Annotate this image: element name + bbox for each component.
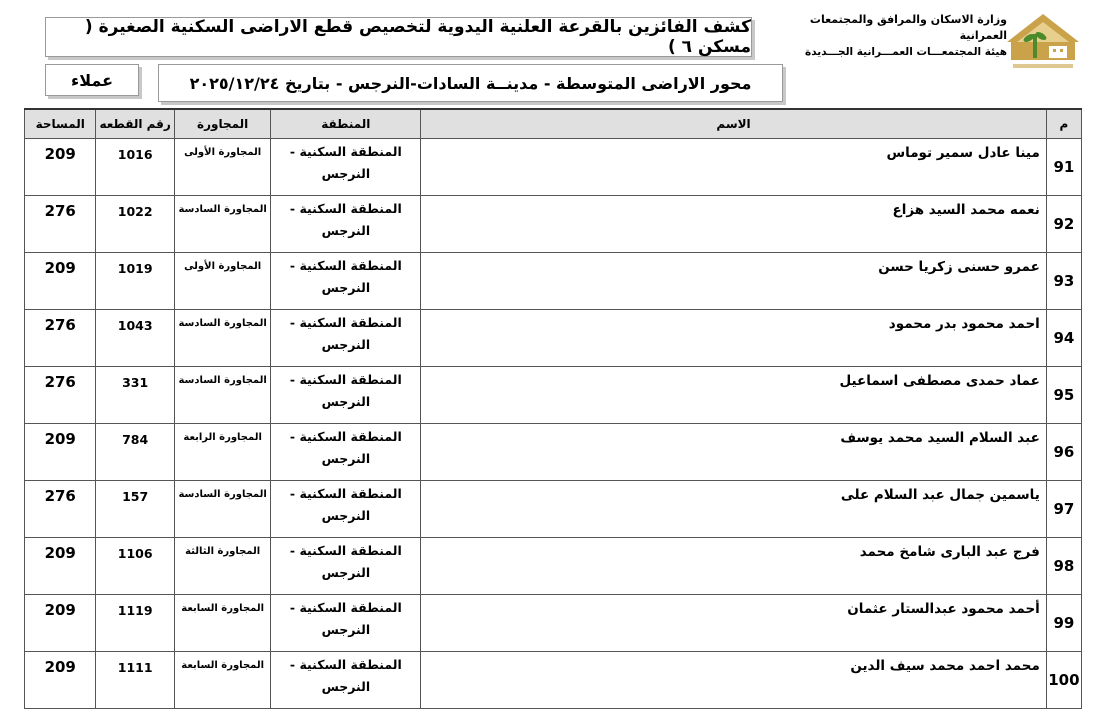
- ncua-logo-icon: [1003, 12, 1083, 76]
- row-neighborhood: المجاورة السادسة: [174, 481, 271, 538]
- row-neighborhood: المجاورة الأولى: [174, 139, 271, 196]
- row-plot: 1119: [96, 595, 174, 652]
- table-row: [25, 310, 1082, 367]
- row-area: 209: [25, 595, 96, 652]
- row-plot: 1043: [96, 310, 174, 367]
- row-name: عمرو حسنى زكريا حسن: [421, 253, 1047, 310]
- row-area: 209: [25, 538, 96, 595]
- row-area: 209: [25, 139, 96, 196]
- header-region: المنطقة: [271, 109, 421, 139]
- row-plot: 1106: [96, 538, 174, 595]
- header-neighborhood: المجاورة: [174, 109, 271, 139]
- row-neighborhood: المجاورة السابعة: [174, 595, 271, 652]
- row-neighborhood: المجاورة السادسة: [174, 367, 271, 424]
- table-row: [25, 424, 1082, 481]
- row-area: 276: [25, 481, 96, 538]
- row-area: 276: [25, 196, 96, 253]
- client-category-label: عملاء: [45, 64, 139, 96]
- subtitle-banner: محور الاراضى المتوسطة - مدينــة السادات-النرجس - بتاريخ ٢٠٢٥/١٢/٢٤: [158, 64, 783, 102]
- row-index: 93: [1046, 253, 1081, 310]
- row-index: 100: [1046, 652, 1081, 709]
- row-region: المنطقة السكنية - النرجس: [271, 139, 421, 196]
- row-index: 92: [1046, 196, 1081, 253]
- ministry-line-2: هيئة المجتمعـــات العمـــرانية الجـــديدة: [805, 46, 1007, 58]
- table-row: [25, 367, 1082, 424]
- row-index: 99: [1046, 595, 1081, 652]
- row-index: 91: [1046, 139, 1081, 196]
- table-row: [25, 196, 1082, 253]
- table-row: [25, 253, 1082, 310]
- row-name: احمد محمود بدر محمود: [421, 310, 1047, 367]
- ministry-heading: [762, 12, 1007, 60]
- row-region: المنطقة السكنية - النرجس: [271, 310, 421, 367]
- row-plot: 157: [96, 481, 174, 538]
- row-name: ياسمين جمال عبد السلام على: [421, 481, 1047, 538]
- row-index: 96: [1046, 424, 1081, 481]
- winners-table: [24, 108, 1082, 709]
- row-name: عماد حمدى مصطفى اسماعيل: [421, 367, 1047, 424]
- header-area: المساحة: [25, 109, 96, 139]
- table-header-row: [25, 109, 1082, 139]
- row-index: 98: [1046, 538, 1081, 595]
- row-index: 97: [1046, 481, 1081, 538]
- row-plot: 331: [96, 367, 174, 424]
- row-plot: 1019: [96, 253, 174, 310]
- row-neighborhood: المجاورة الثالثة: [174, 538, 271, 595]
- row-plot: 1022: [96, 196, 174, 253]
- row-index: 95: [1046, 367, 1081, 424]
- row-region: المنطقة السكنية - النرجس: [271, 538, 421, 595]
- header-plot: رقم القطعه: [96, 109, 174, 139]
- row-region: المنطقة السكنية - النرجس: [271, 652, 421, 709]
- row-area: 209: [25, 652, 96, 709]
- row-area: 276: [25, 367, 96, 424]
- ministry-line-1: وزارة الاسكان والمرافق والمجتمعات العمرانية: [809, 13, 1007, 42]
- row-region: المنطقة السكنية - النرجس: [271, 196, 421, 253]
- row-neighborhood: المجاورة الأولى: [174, 253, 271, 310]
- row-region: المنطقة السكنية - النرجس: [271, 253, 421, 310]
- row-plot: 1111: [96, 652, 174, 709]
- row-name: فرج عبد البارى شامخ محمد: [421, 538, 1047, 595]
- header-index: م: [1046, 109, 1081, 139]
- table-row: [25, 595, 1082, 652]
- header-name: الاسم: [421, 109, 1047, 139]
- document-title: كشف الفائزين بالقرعة العلنية اليدوية لتخصيص قطع الاراضى السكنية الصغيرة ( مسكن ٦ ): [45, 17, 752, 57]
- table-row: [25, 652, 1082, 709]
- row-region: المنطقة السكنية - النرجس: [271, 424, 421, 481]
- table-row: [25, 139, 1082, 196]
- table-row: [25, 538, 1082, 595]
- row-area: 209: [25, 424, 96, 481]
- row-area: 276: [25, 310, 96, 367]
- row-plot: 1016: [96, 139, 174, 196]
- row-name: محمد احمد محمد سيف الدين: [421, 652, 1047, 709]
- row-region: المنطقة السكنية - النرجس: [271, 595, 421, 652]
- row-name: عبد السلام السيد محمد يوسف: [421, 424, 1047, 481]
- row-name: أحمد محمود عبدالستار عثمان: [421, 595, 1047, 652]
- row-neighborhood: المجاورة السابعة: [174, 652, 271, 709]
- row-index: 94: [1046, 310, 1081, 367]
- table-row: [25, 481, 1082, 538]
- row-neighborhood: المجاورة السادسة: [174, 196, 271, 253]
- row-region: المنطقة السكنية - النرجس: [271, 481, 421, 538]
- row-plot: 784: [96, 424, 174, 481]
- row-neighborhood: المجاورة الرابعة: [174, 424, 271, 481]
- row-name: نعمه محمد السيد هزاع: [421, 196, 1047, 253]
- row-area: 209: [25, 253, 96, 310]
- row-name: مينا عادل سمير توماس: [421, 139, 1047, 196]
- row-region: المنطقة السكنية - النرجس: [271, 367, 421, 424]
- row-neighborhood: المجاورة السادسة: [174, 310, 271, 367]
